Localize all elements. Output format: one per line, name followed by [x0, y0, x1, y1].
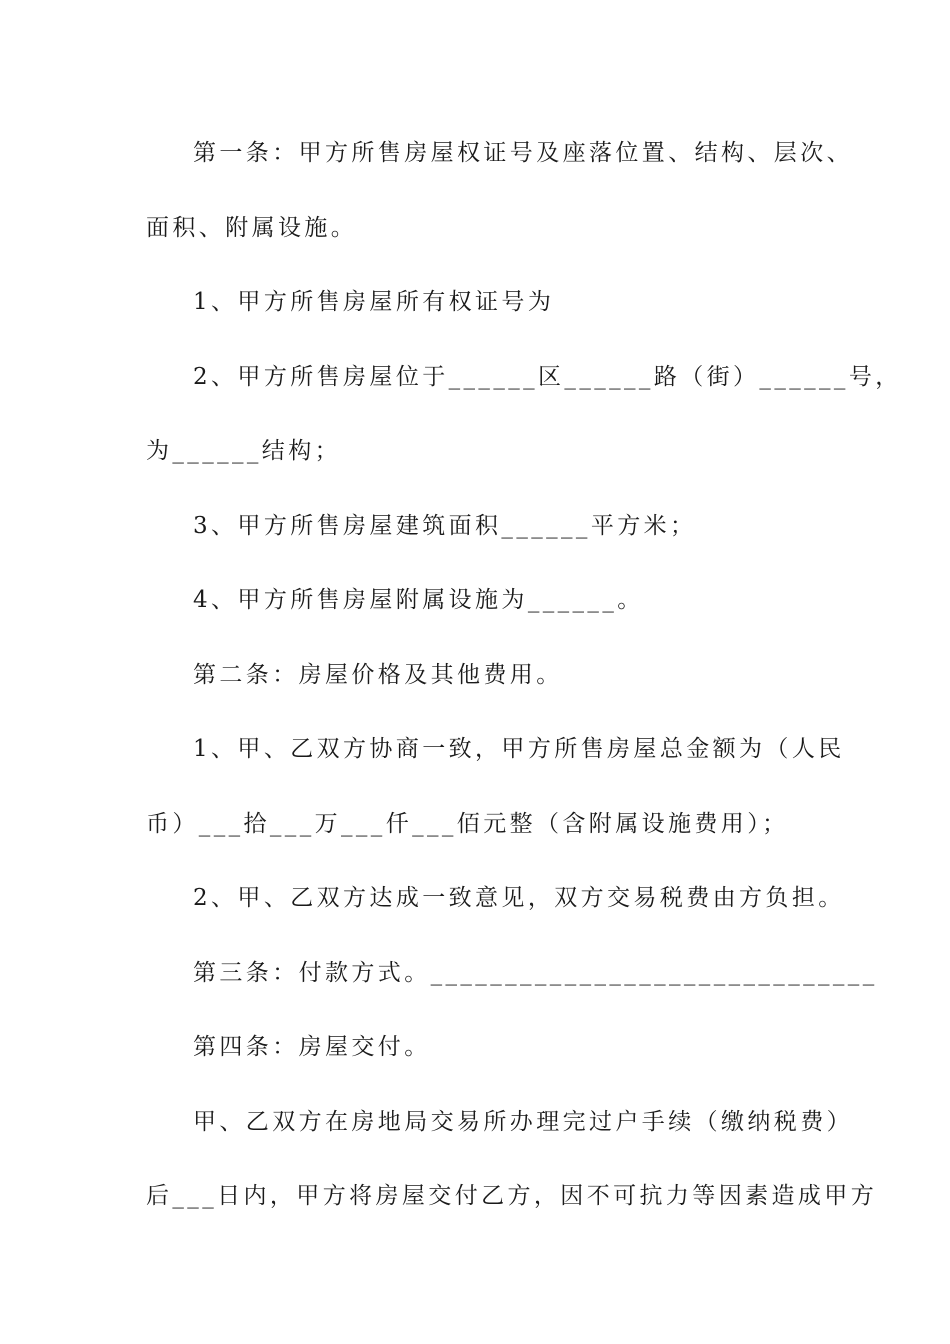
article-1-heading-line-2: 面积、附属设施。: [146, 215, 358, 241]
article-4-paragraph-line-2: 后___日内，甲方将房屋交付乙方，因不可抗力等因素造成甲方: [146, 1183, 878, 1209]
article-4-heading: 第四条：房屋交付。: [193, 1034, 431, 1060]
article-1-item-2-line-2: 为______结构；: [146, 438, 341, 464]
article-2-heading: 第二条：房屋价格及其他费用。: [193, 662, 563, 688]
article-1-heading-line-1: 第一条：甲方所售房屋权证号及座落位置、结构、层次、: [193, 140, 853, 166]
article-2-item-2: 2、甲、乙双方达成一致意见，双方交易税费由方负担。: [193, 885, 845, 911]
article-2-item-1-line-2: 币）___拾___万___仟___佰元整（含附属设施费用）；: [146, 811, 789, 837]
article-1-item-4: 4、甲方所售房屋附属设施为______。: [193, 587, 644, 613]
article-1-item-1: 1、甲方所售房屋所有权证号为: [193, 289, 555, 315]
article-1-item-2-line-1: 2、甲方所售房屋位于______区______路（街）______号，: [193, 364, 902, 390]
article-3-heading: 第三条：付款方式。______________________________: [193, 960, 878, 986]
article-2-item-1-line-1: 1、甲、乙双方协商一致，甲方所售房屋总金额为（人民: [193, 736, 845, 762]
article-1-item-3: 3、甲方所售房屋建筑面积______平方米；: [193, 513, 697, 539]
article-4-paragraph-line-1: 甲、乙双方在房地局交易所办理完过户手续（缴纳税费）: [193, 1109, 853, 1135]
